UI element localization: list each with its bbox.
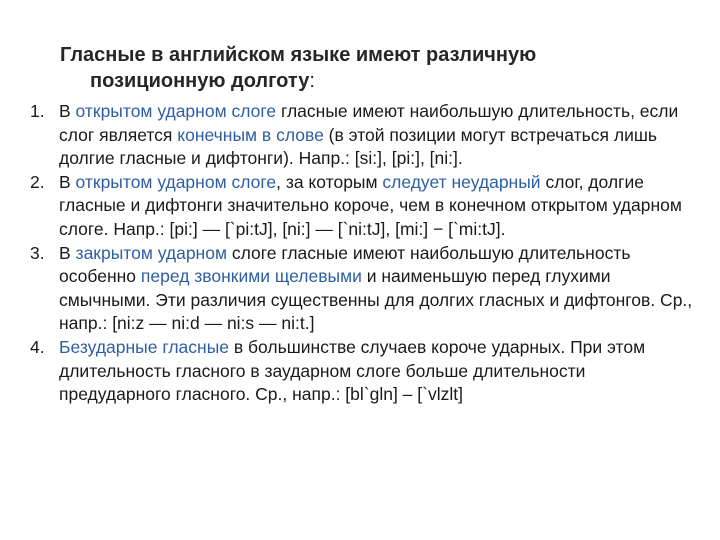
list-item-number: 2. xyxy=(30,171,45,192)
highlighted-term: Безударные гласные xyxy=(59,336,230,357)
list-item xyxy=(30,242,696,336)
text-segment: слоге гласные имеют наибольшую длительность особенно xyxy=(59,242,631,287)
numbered-list xyxy=(30,100,696,407)
text-segment: В xyxy=(59,101,76,121)
text-segment: и наименьшую перед глухими смычными. Эти различия существенны для долгих гласных и дифтонгов. Ср., напр.: [ni:z — ni:d — ni:s — ni:t.] xyxy=(59,266,693,334)
heading-text: Гласные в английском языке имеют различную позиционную долготу xyxy=(60,44,537,92)
text-segment: В xyxy=(59,242,76,263)
text-segment: гласные имеют наибольшую длительность, если слог является xyxy=(59,101,679,145)
list-item-text xyxy=(59,243,692,334)
list-item-text xyxy=(59,337,645,404)
text-segment: слог, долгие гласные и дифтонги значительно короче, чем в конечном открытом ударном слоге. Напр.: [pi:] — [`pi:tJ], [ni:] — [`ni:tJ], [mi:] − [`mi:tJ]. xyxy=(59,171,682,239)
text-segment: В xyxy=(59,171,76,192)
list-item xyxy=(30,100,696,171)
text-segment: , за которым xyxy=(276,171,383,192)
list-item-number: 3. xyxy=(30,242,45,263)
text-segment: в большинстве случаев короче ударных. При этом длительность гласного в заударном слоге больше длительности предударного гласного. Ср., напр.: [bl`gln] – [`vlzlt] xyxy=(59,336,646,405)
highlighted-term: следует неударный xyxy=(382,171,541,192)
text-segment: (в этой позиции могут встречаться лишь долгие гласные и дифтонги). Напр.: [si:], [pi:], [ni:]. xyxy=(59,124,657,169)
list-item xyxy=(30,171,696,242)
list-item-text xyxy=(59,172,682,239)
list-item-text xyxy=(59,101,678,168)
highlighted-term: открытом ударном слоге xyxy=(75,101,277,121)
heading-text-wrap xyxy=(60,42,670,94)
highlighted-term: открытом ударном слоге xyxy=(75,171,277,192)
slide-heading xyxy=(0,42,670,94)
heading-colon: : xyxy=(309,70,315,92)
list-item-number: 1. xyxy=(30,101,45,121)
list-item-number: 4. xyxy=(30,336,45,357)
highlighted-term: закрытом ударном xyxy=(75,242,227,263)
highlighted-term: перед звонкими щелевыми xyxy=(140,266,362,287)
list-item xyxy=(30,336,696,407)
highlighted-term: конечным в слове xyxy=(177,124,324,145)
